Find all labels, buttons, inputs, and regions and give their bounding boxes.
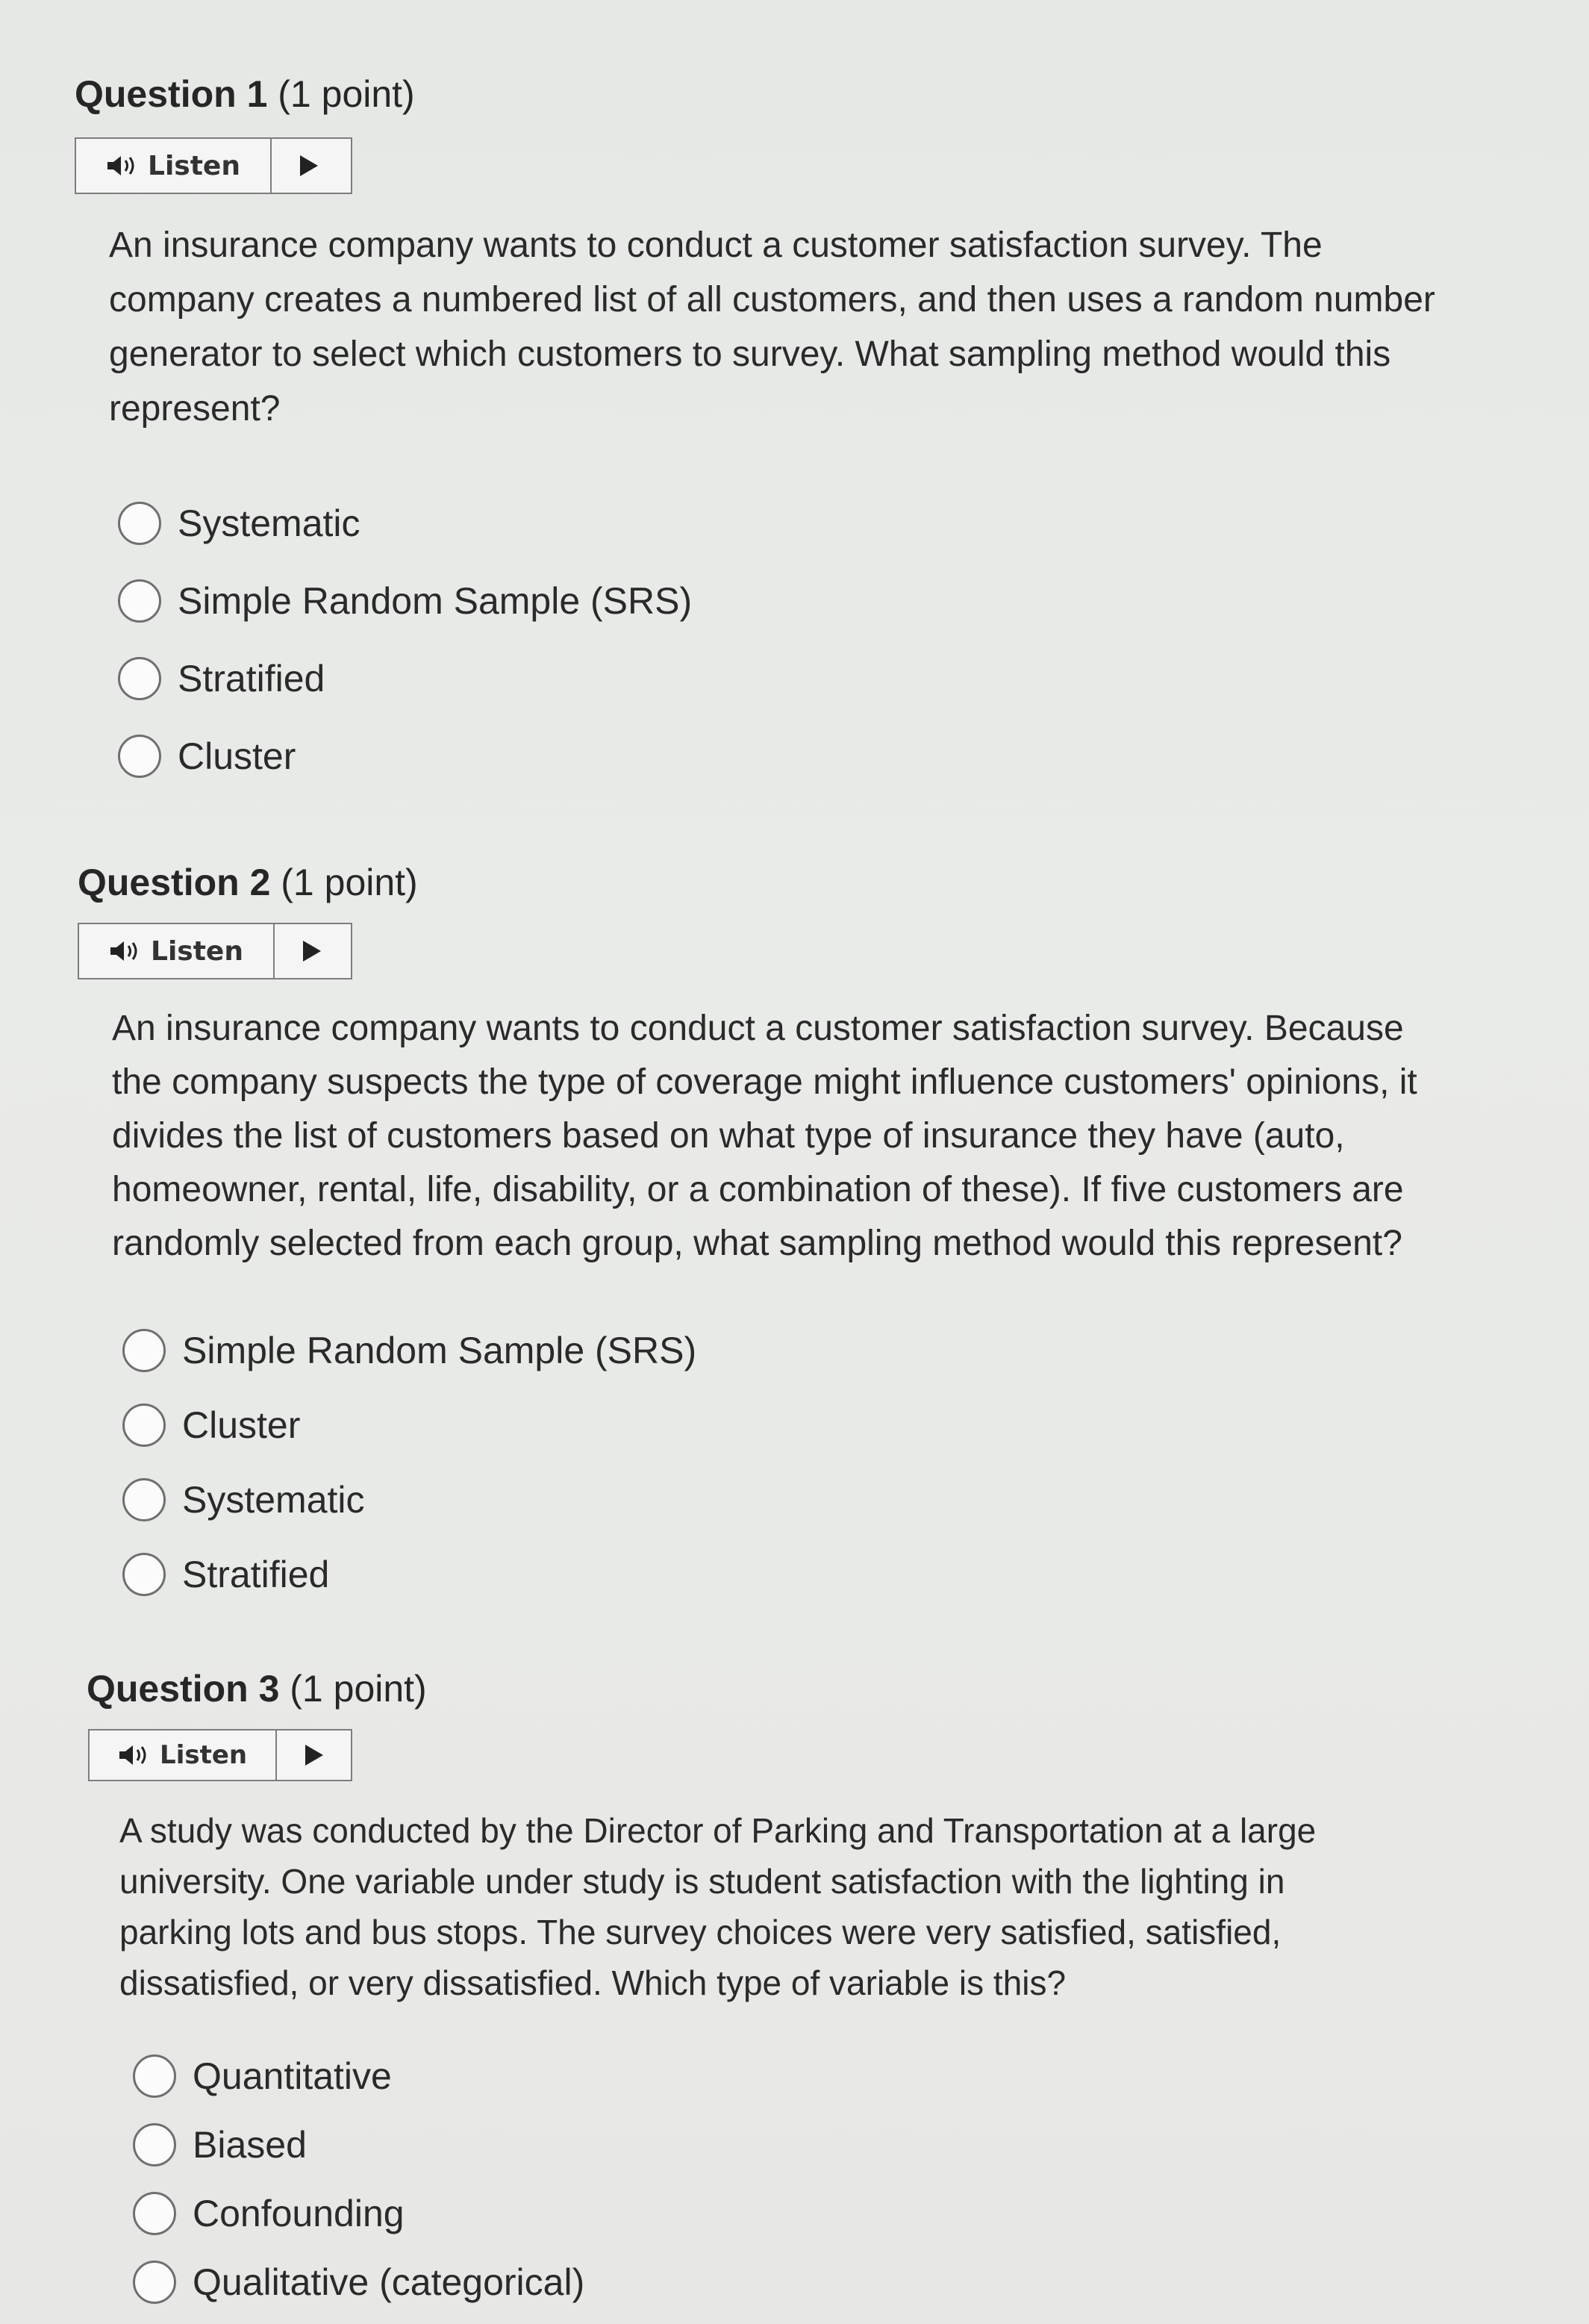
question-points: (1 point) — [281, 862, 418, 903]
play-button[interactable] — [272, 139, 346, 193]
radio-button[interactable] — [133, 2192, 176, 2235]
question-text-line: represent? — [109, 389, 281, 429]
listen-button[interactable] — [90, 1730, 277, 1780]
radio-button[interactable] — [118, 579, 161, 623]
play-icon — [303, 941, 321, 962]
question-heading — [87, 1666, 427, 1711]
radio-button[interactable] — [122, 1404, 166, 1447]
listen-widget — [75, 137, 352, 194]
question-number: Question 3 — [87, 1668, 280, 1710]
speaker-icon — [109, 939, 143, 963]
question-number: Question 2 — [78, 862, 271, 903]
answer-option[interactable] — [133, 2261, 584, 2304]
play-icon — [305, 1745, 323, 1766]
option-label: Simple Random Sample (SRS) — [178, 580, 693, 622]
question-heading — [75, 72, 415, 116]
question-points: (1 point) — [278, 73, 415, 115]
speaker-icon — [106, 154, 140, 178]
play-button[interactable] — [277, 1730, 351, 1780]
question-text-line: homeowner, rental, life, disability, or a combination of these). If five customers are — [112, 1170, 1404, 1209]
question-text — [112, 1002, 1417, 1271]
option-label: Biased — [193, 2124, 307, 2166]
question-number: Question 1 — [75, 73, 268, 115]
question-text-line: An insurance company wants to conduct a customer satisfaction survey. The — [109, 225, 1323, 265]
question-text-line: university. One variable under study is student satisfaction with the lighting in — [119, 1862, 1285, 1901]
listen-label: Listen — [148, 150, 240, 181]
answer-option[interactable] — [122, 1553, 329, 1596]
radio-button[interactable] — [118, 657, 161, 700]
question-text — [119, 1805, 1316, 2008]
answer-option[interactable] — [118, 502, 360, 545]
radio-button[interactable] — [122, 1478, 166, 1521]
listen-widget — [88, 1729, 352, 1781]
radio-button[interactable] — [133, 2261, 176, 2304]
speaker-icon — [118, 1743, 152, 1767]
question-text-line: company creates a numbered list of all customers, and then uses a random number — [109, 280, 1435, 320]
question-text-line: the company suspects the type of coverage might influence customers' opinions, it — [112, 1062, 1417, 1102]
listen-label: Listen — [160, 1740, 248, 1770]
answer-option[interactable] — [133, 2123, 307, 2166]
answer-option[interactable] — [118, 579, 692, 623]
question-text — [109, 218, 1435, 436]
answer-option[interactable] — [118, 735, 296, 778]
radio-button[interactable] — [133, 2054, 176, 2098]
play-button[interactable] — [275, 924, 349, 978]
question-text-line: randomly selected from each group, what sampling method would this represent? — [112, 1224, 1402, 1263]
question-text-line: dissatisfied, or very dissatisfied. Which type of variable is this? — [119, 1963, 1067, 2002]
answer-option[interactable] — [133, 2192, 405, 2235]
option-label: Qualitative (categorical) — [193, 2261, 585, 2303]
question-heading — [78, 860, 418, 905]
option-label: Systematic — [178, 502, 360, 544]
option-label: Simple Random Sample (SRS) — [182, 1330, 697, 1371]
option-label: Confounding — [193, 2193, 405, 2234]
listen-widget — [78, 923, 352, 979]
answer-option[interactable] — [118, 657, 325, 700]
answer-option[interactable] — [122, 1478, 365, 1521]
play-icon — [300, 155, 318, 176]
option-label: Systematic — [182, 1479, 365, 1521]
option-label: Stratified — [182, 1554, 330, 1595]
option-label: Quantitative — [193, 2055, 392, 2097]
question-text-line: An insurance company wants to conduct a customer satisfaction survey. Because — [112, 1009, 1404, 1048]
radio-button[interactable] — [122, 1329, 166, 1372]
question-text-line: generator to select which customers to survey. What sampling method would this — [109, 334, 1391, 374]
option-label: Cluster — [178, 735, 296, 777]
listen-button[interactable] — [76, 139, 272, 193]
radio-button[interactable] — [118, 502, 161, 545]
radio-button[interactable] — [118, 735, 161, 778]
radio-button[interactable] — [122, 1553, 166, 1596]
listen-label: Listen — [151, 935, 243, 967]
listen-button[interactable] — [79, 924, 275, 978]
option-label: Cluster — [182, 1404, 301, 1446]
question-text-line: divides the list of customers based on what type of insurance they have (auto, — [112, 1116, 1345, 1156]
option-label: Stratified — [178, 658, 325, 700]
answer-option[interactable] — [122, 1329, 696, 1372]
question-text-line: parking lots and bus stops. The survey choices were very satisfied, satisfied, — [119, 1913, 1281, 1951]
question-points: (1 point) — [290, 1668, 427, 1710]
radio-button[interactable] — [133, 2123, 176, 2166]
answer-option[interactable] — [133, 2054, 392, 2098]
question-text-line: A study was conducted by the Director of Parking and Transportation at a large — [119, 1811, 1317, 1850]
answer-option[interactable] — [122, 1404, 300, 1447]
